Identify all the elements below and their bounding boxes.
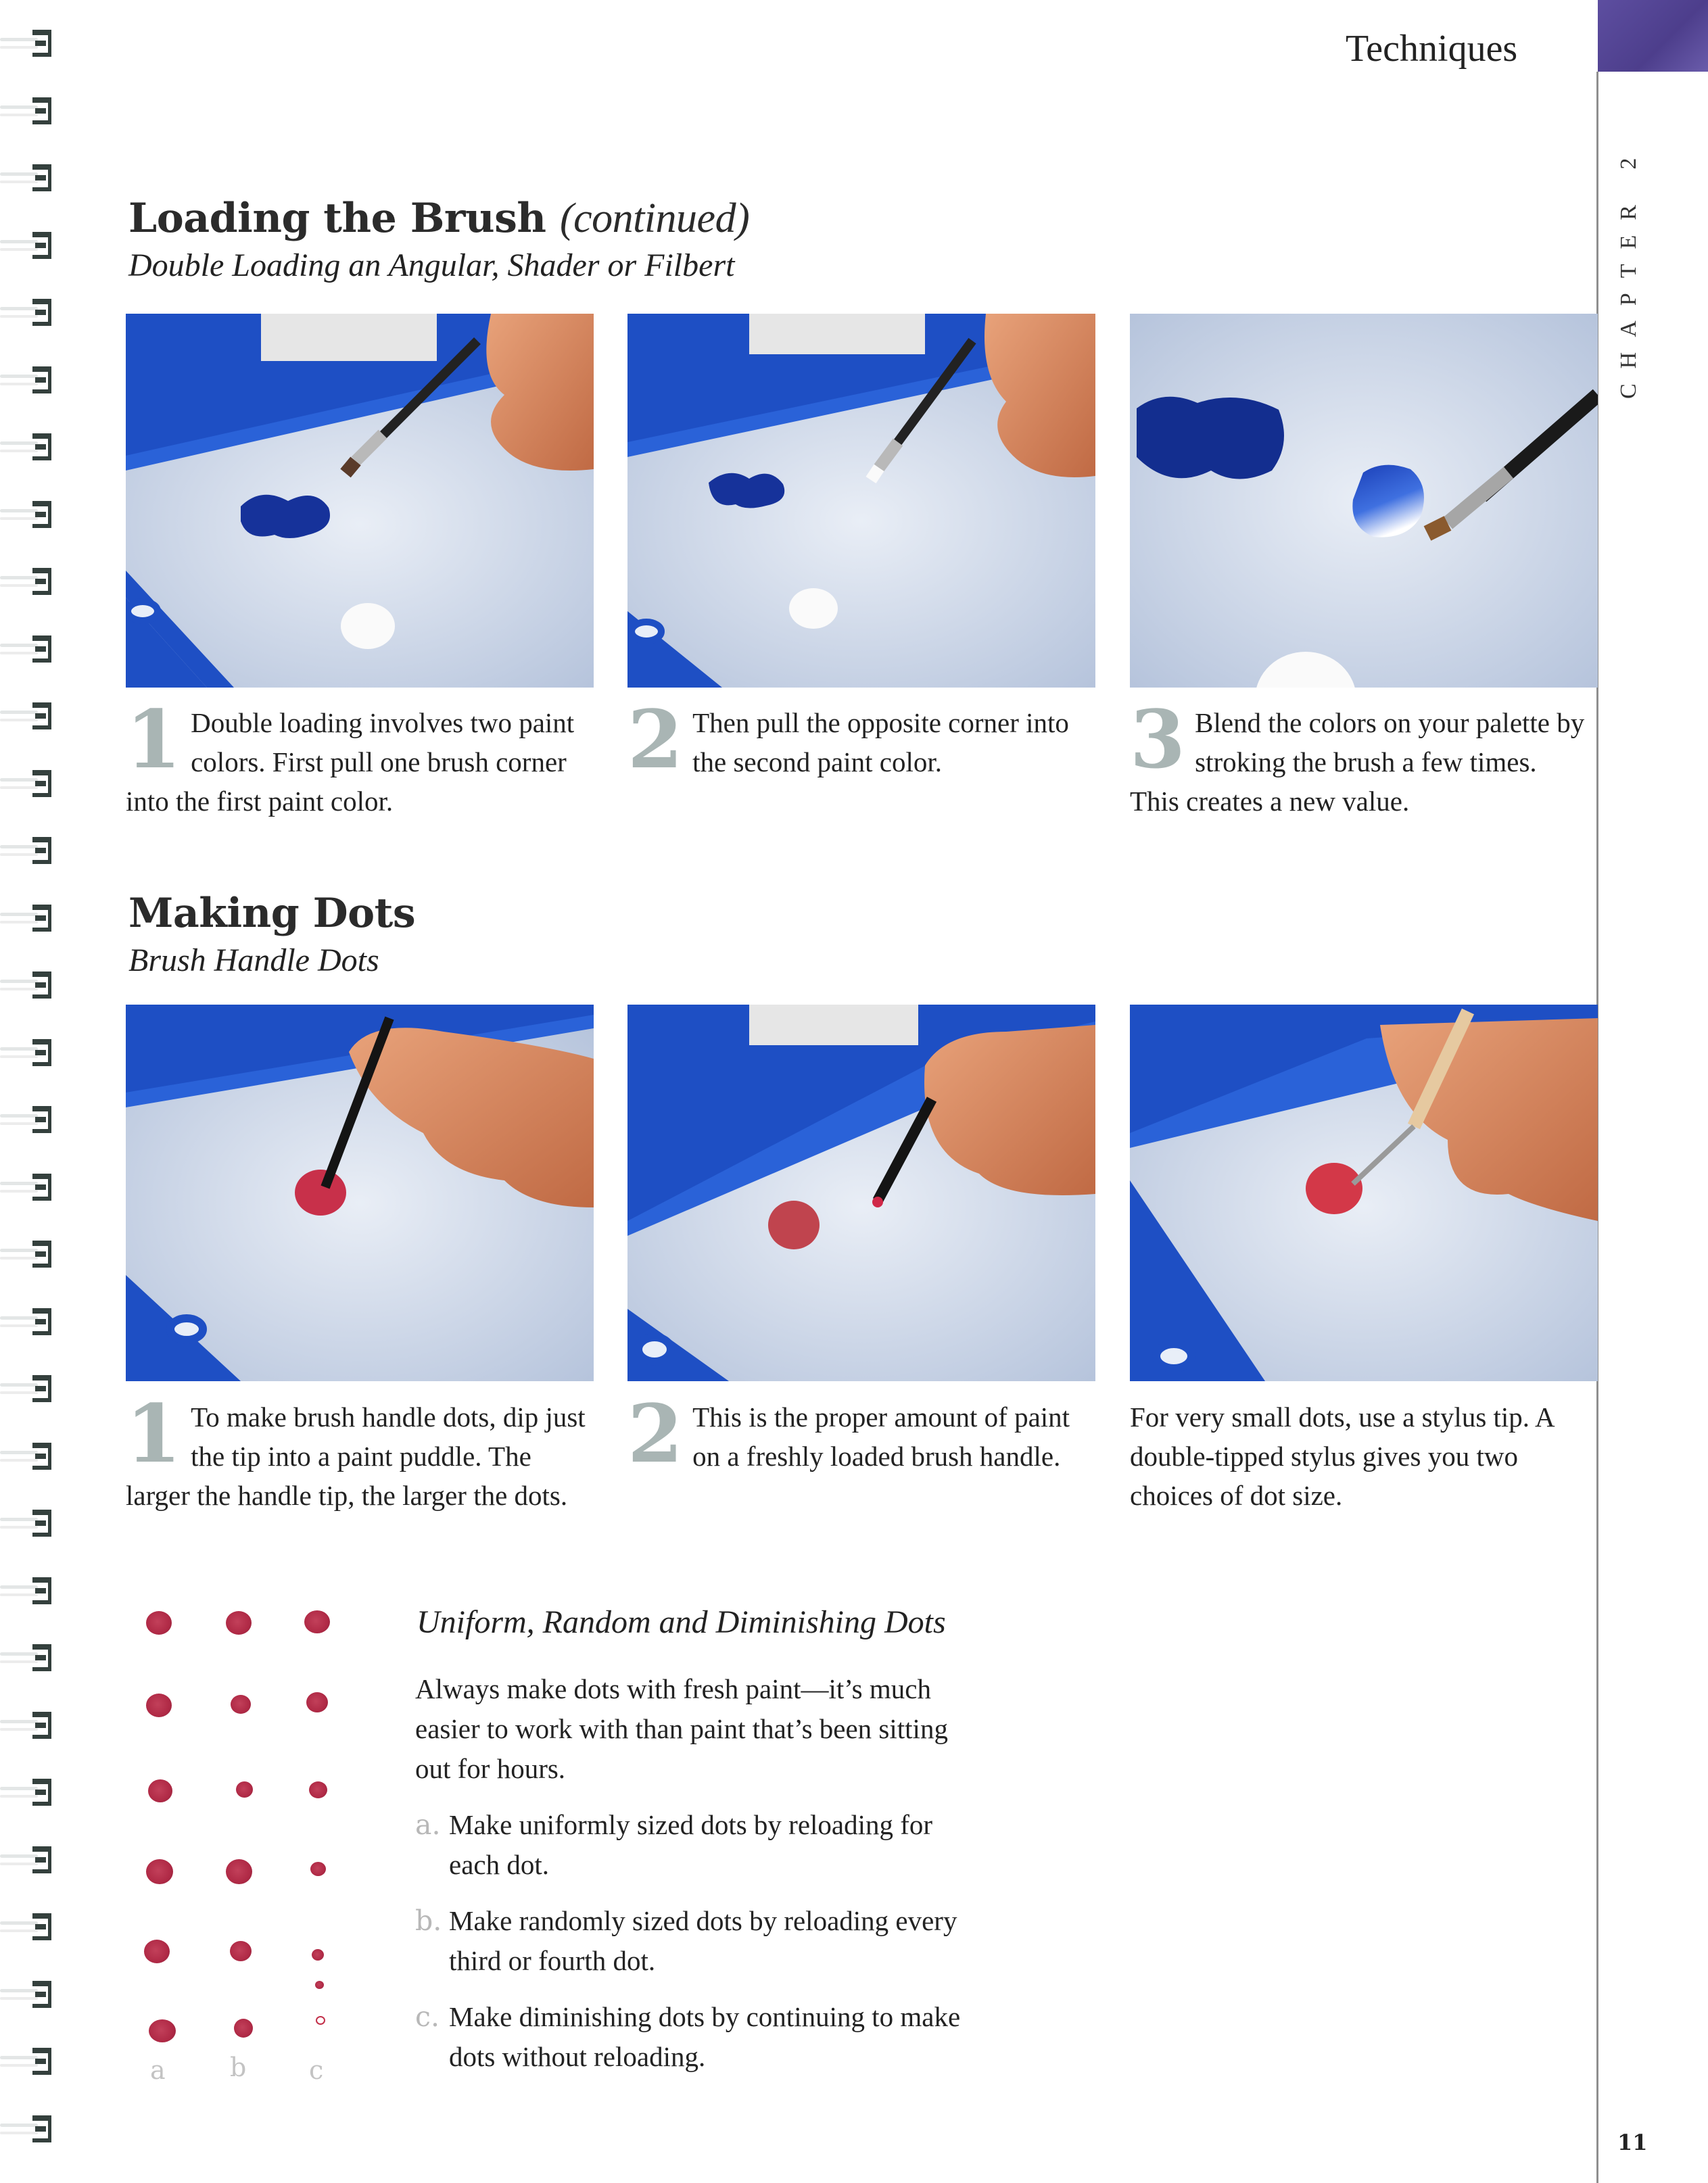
spiral-coil-icon — [0, 1307, 54, 1338]
dot-a2 — [146, 1694, 172, 1717]
dot-a1 — [146, 1611, 172, 1635]
spiral-coil-icon — [0, 297, 54, 329]
dot-a4 — [146, 1859, 173, 1884]
photo-handle-dip — [126, 1005, 594, 1381]
spiral-coil-icon — [0, 365, 54, 396]
dot-c2 — [306, 1692, 328, 1712]
spiral-coil-icon — [0, 634, 54, 665]
caption-handle-step1: 1 To make brush handle dots, dip just the tip into a paint puddle. The larger the handle tip, the larger the dots. — [126, 1387, 586, 1511]
dot-c3 — [309, 1781, 327, 1798]
dots-intro: Always make dots with fresh paint—it’s much easier to work with than paint that’s been sitting out for hours. — [415, 1673, 948, 1784]
dot-b5 — [230, 1941, 252, 1961]
spiral-coil-icon — [0, 1105, 54, 1136]
dot-a3 — [148, 1779, 172, 1802]
dot-a5 — [144, 1940, 170, 1963]
section-subtitle-handle-dots: Brush Handle Dots — [128, 942, 379, 978]
section-title-making-dots: Making Dots — [128, 890, 416, 937]
spiral-coil-icon — [0, 701, 54, 732]
item-letter: a. — [415, 1808, 441, 1841]
section-title-loading-brush: Loading the Brush (continued) — [128, 195, 750, 242]
spiral-coil-icon — [0, 96, 54, 127]
photo-step2-opposite-corner — [627, 314, 1095, 688]
page-number: 11 — [1617, 2130, 1648, 2155]
spiral-coil-icon — [0, 28, 54, 59]
dot-b2 — [231, 1695, 251, 1714]
spiral-coil-icon — [0, 1038, 54, 1069]
spiral-coil-icon — [0, 1239, 54, 1270]
spiral-coil-icon — [0, 2114, 54, 2145]
spiral-coil-icon — [0, 1172, 54, 1203]
spiral-coil-icon — [0, 1374, 54, 1405]
spiral-coil-icon — [0, 1845, 54, 1876]
chapter-tab — [1598, 0, 1708, 72]
dots-item-a: a. Make uniformly sized dots by reloading for each dot. — [415, 1805, 990, 1885]
spiral-coil-icon — [0, 432, 54, 463]
caption-stylus: For very small dots, use a stylus tip. A double-tipped stylus gives you two choices of dot size. — [1130, 1401, 1554, 1511]
spiral-coil-icon — [0, 769, 54, 800]
step-number: 1 — [126, 692, 182, 786]
photo-stylus — [1130, 1005, 1598, 1381]
dot-b6 — [234, 2019, 253, 2038]
photo-step3-blend — [1130, 314, 1598, 688]
spiral-coil-icon — [0, 2046, 54, 2078]
step-number: 2 — [627, 1387, 684, 1481]
spiral-coil-icon — [0, 1710, 54, 1742]
spiral-coil-icon — [0, 836, 54, 867]
dot-c7 — [316, 2016, 325, 2025]
item-letter: c. — [415, 2000, 440, 2033]
spiral-coil-icon — [0, 1643, 54, 1674]
step-number: 3 — [1130, 692, 1186, 786]
dot-column-label-a: a — [150, 2055, 166, 2085]
caption-step3: 3 Blend the colors on your palette by stroking the brush a few times. This creates a new value. — [1130, 692, 1585, 817]
dots-item-b: b. Make randomly sized dots by reloading every third or fourth dot. — [415, 1901, 990, 1981]
photo-loaded-handle — [627, 1005, 1095, 1381]
spiral-coil-icon — [0, 1508, 54, 1539]
spiral-coil-icon — [0, 970, 54, 1001]
dot-a6 — [149, 2019, 176, 2042]
spiral-coil-icon — [0, 163, 54, 194]
dots-subheading: Uniform, Random and Diminishing Dots — [417, 1604, 946, 1640]
item-letter: b. — [415, 1904, 442, 1937]
caption-step2: 2 Then pull the opposite corner into the second paint color. — [627, 692, 1069, 786]
spiral-coil-icon — [0, 1441, 54, 1472]
dot-c6 — [315, 1981, 324, 1989]
chapter-label: CHAPTER 2 — [1616, 143, 1641, 399]
dot-c1 — [304, 1610, 330, 1633]
dot-b4 — [226, 1859, 252, 1884]
spiral-coil-icon — [0, 1912, 54, 1943]
caption-step1: 1 Double loading involves two paint colors. First pull one brush corner into the first paint color. — [126, 692, 575, 817]
dot-column-label-c: c — [309, 2055, 324, 2085]
photo-step1-double-load — [126, 314, 594, 688]
spiral-coil-icon — [0, 1980, 54, 2011]
step-number: 1 — [126, 1387, 182, 1481]
spiral-coil-icon — [0, 903, 54, 934]
dot-column-label-b: b — [230, 2053, 247, 2082]
section-subtitle-double-loading: Double Loading an Angular, Shader or Filbert — [128, 247, 735, 283]
spiral-coil-icon — [0, 500, 54, 531]
dot-b1 — [226, 1611, 252, 1635]
running-head: Techniques — [1346, 28, 1518, 70]
spiral-coil-icon — [0, 231, 54, 262]
spiral-coil-icon — [0, 1576, 54, 1607]
dot-b3 — [236, 1781, 253, 1798]
dot-c5 — [312, 1949, 324, 1961]
dots-item-c: c. Make diminishing dots by continuing to make dots without reloading. — [415, 1997, 990, 2077]
spiral-coil-icon — [0, 567, 54, 598]
dot-c4 — [310, 1862, 326, 1876]
caption-handle-step2: 2 This is the proper amount of paint on a freshly loaded brush handle. — [627, 1387, 1070, 1481]
spiral-coil-icon — [0, 1777, 54, 1808]
step-number: 2 — [627, 692, 684, 786]
spiral-binding — [0, 0, 61, 2183]
